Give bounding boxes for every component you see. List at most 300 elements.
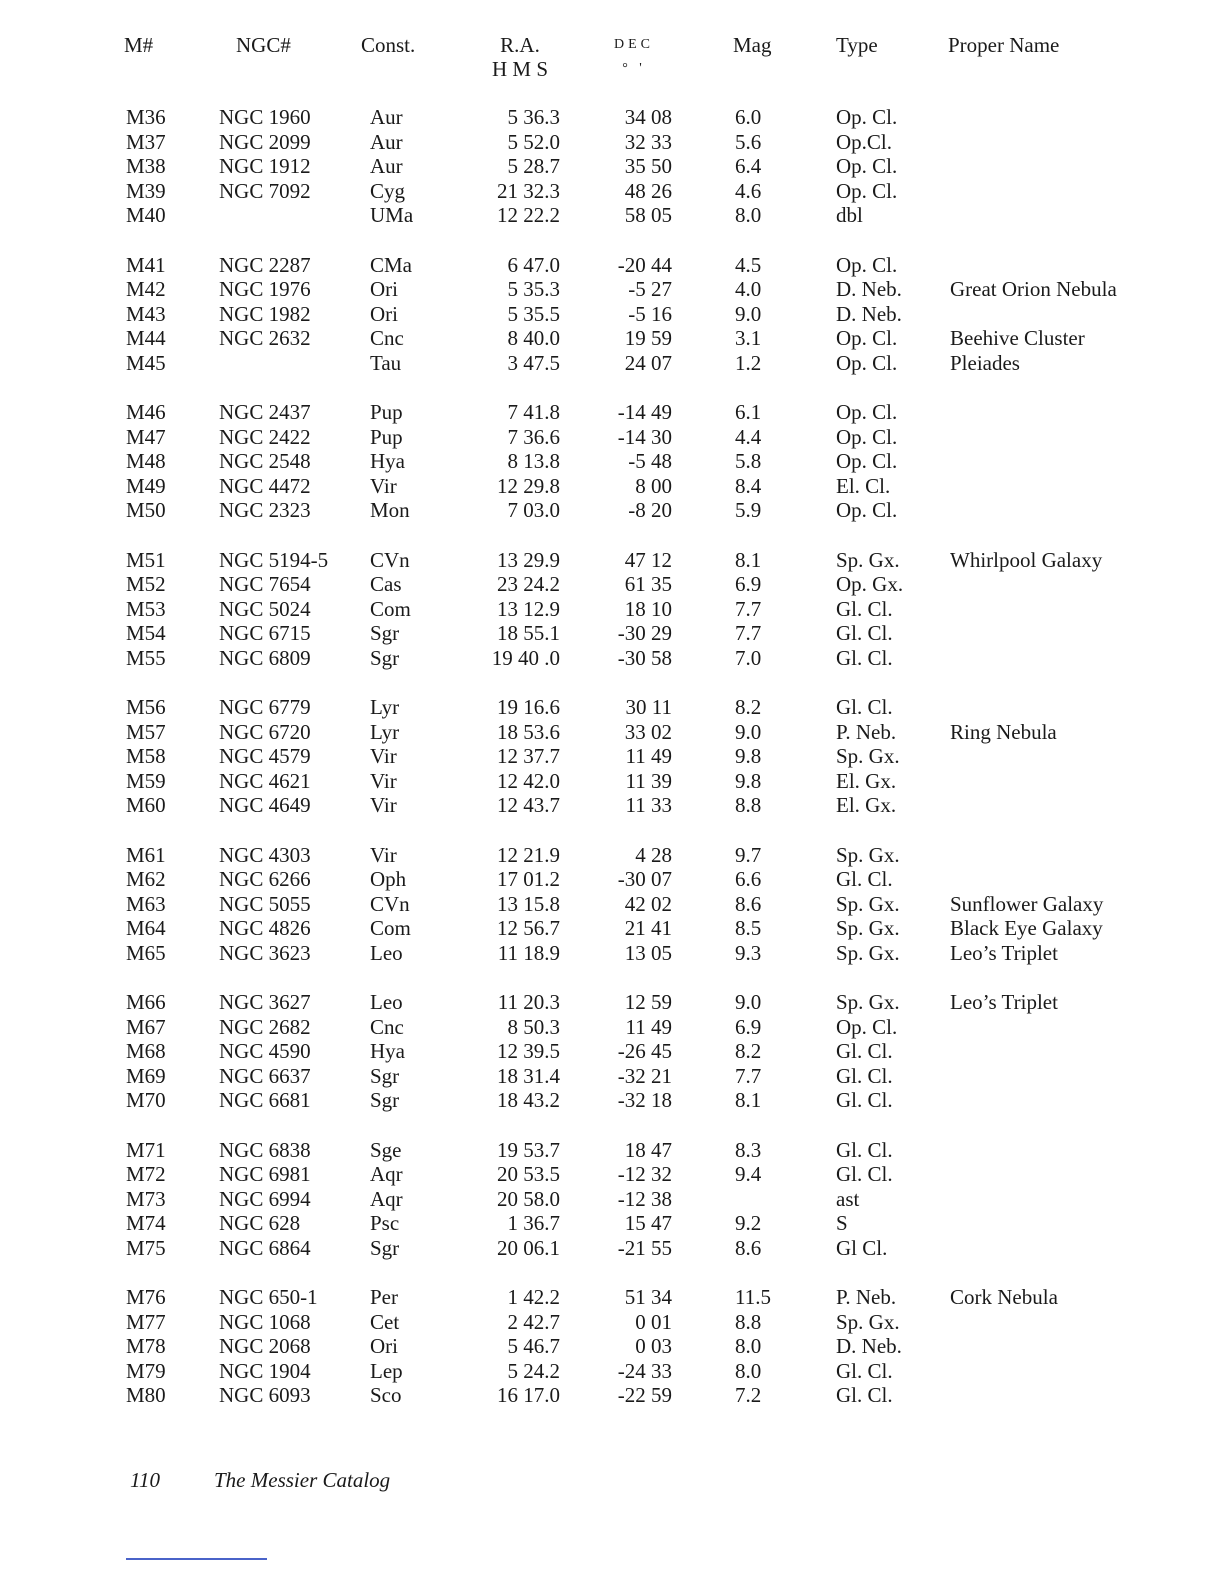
constellation-cell: Cnc xyxy=(370,326,404,351)
header-ra-label: R.A. xyxy=(500,33,540,57)
ngc-number-cell: NGC 4303 xyxy=(219,842,311,867)
constellation-cell: Sco xyxy=(370,1383,402,1408)
right-ascension-cell: 3 47.5 xyxy=(507,350,560,375)
magnitude-cell: 4.6 xyxy=(735,178,762,203)
type-cell: Gl. Cl. xyxy=(836,1063,893,1088)
table-row xyxy=(0,498,1224,523)
ngc-number-cell: NGC 6779 xyxy=(219,695,311,719)
ngc-number-cell: NGC 6093 xyxy=(219,1383,311,1408)
magnitude-cell: 8.0 xyxy=(735,1334,762,1359)
constellation-cell: Vir xyxy=(370,744,397,769)
table-row xyxy=(0,1383,1224,1408)
magnitude-cell: 5.9 xyxy=(735,498,762,523)
ngc-number-cell: NGC 2323 xyxy=(219,498,311,523)
type-cell: Op. Cl. xyxy=(836,424,898,449)
table-row xyxy=(0,326,1224,351)
messier-number-cell: M74 xyxy=(126,1211,166,1236)
type-cell: Op. Cl. xyxy=(836,154,898,179)
declination-cell: 51 34 xyxy=(624,1285,672,1309)
messier-number-cell: M39 xyxy=(126,178,166,203)
table-row xyxy=(0,130,1224,155)
right-ascension-cell: 7 36.6 xyxy=(507,424,560,449)
row-group xyxy=(0,990,1224,1113)
messier-number-cell: M53 xyxy=(126,596,166,621)
messier-number-cell: M37 xyxy=(126,129,166,154)
table-row xyxy=(0,1039,1224,1064)
table-row xyxy=(0,1359,1224,1384)
proper-name-cell: Cork Nebula xyxy=(950,1285,1058,1309)
declination-cell: -5 27 xyxy=(628,277,672,302)
type-cell: Op. Cl. xyxy=(836,1014,898,1039)
table-row xyxy=(0,892,1224,917)
magnitude-cell: 7.7 xyxy=(735,596,762,621)
magnitude-cell: 6.6 xyxy=(735,867,762,892)
declination-cell: 11 49 xyxy=(625,1014,672,1039)
right-ascension-cell: 5 35.3 xyxy=(507,277,560,302)
header-right-ascension xyxy=(490,33,550,81)
messier-number-cell: M73 xyxy=(126,1186,166,1211)
declination-cell: 0 01 xyxy=(635,1309,672,1334)
constellation-cell: Aur xyxy=(370,129,403,154)
declination-cell: -32 18 xyxy=(617,1088,672,1113)
header-type: Type xyxy=(836,33,878,57)
ngc-number-cell: NGC 2287 xyxy=(219,252,311,277)
declination-cell: 19 59 xyxy=(624,326,672,351)
constellation-cell: Aur xyxy=(370,105,403,129)
right-ascension-cell: 19 16.6 xyxy=(497,695,560,719)
constellation-cell: Pup xyxy=(370,424,403,449)
messier-number-cell: M45 xyxy=(126,350,166,375)
constellation-cell: Vir xyxy=(370,842,397,867)
messier-number-cell: M78 xyxy=(126,1334,166,1359)
right-ascension-cell: 7 41.8 xyxy=(507,400,560,424)
messier-number-cell: M59 xyxy=(126,768,166,793)
messier-number-cell: M38 xyxy=(126,154,166,179)
declination-cell: -32 21 xyxy=(617,1063,672,1088)
constellation-cell: Vir xyxy=(370,473,397,498)
table-row xyxy=(0,990,1224,1015)
right-ascension-cell: 19 53.7 xyxy=(497,1137,560,1162)
type-cell: Op. Cl. xyxy=(836,400,898,424)
ngc-number-cell: NGC 1982 xyxy=(219,301,311,326)
constellation-cell: Hya xyxy=(370,449,405,474)
ngc-number-cell: NGC 1904 xyxy=(219,1358,311,1383)
magnitude-cell: 8.0 xyxy=(735,203,762,228)
messier-number-cell: M54 xyxy=(126,621,166,646)
type-cell: Gl. Cl. xyxy=(836,1088,893,1113)
messier-number-cell: M42 xyxy=(126,277,166,302)
ngc-number-cell: NGC 4621 xyxy=(219,768,311,793)
type-cell: Sp. Gx. xyxy=(836,990,900,1014)
type-cell: P. Neb. xyxy=(836,1285,897,1309)
declination-cell: 18 10 xyxy=(624,596,672,621)
right-ascension-cell: 12 22.2 xyxy=(497,203,560,228)
declination-cell: 12 59 xyxy=(624,990,672,1014)
right-ascension-cell: 8 40.0 xyxy=(507,326,560,351)
magnitude-cell: 8.4 xyxy=(735,473,762,498)
declination-cell: 47 12 xyxy=(624,547,672,572)
right-ascension-cell: 12 56.7 xyxy=(497,916,560,941)
constellation-cell: Lyr xyxy=(370,695,400,719)
constellation-cell: Tau xyxy=(370,350,402,375)
magnitude-cell: 8.8 xyxy=(735,1309,762,1334)
footnote-rule xyxy=(126,1558,267,1560)
right-ascension-cell: 12 29.8 xyxy=(497,473,560,498)
type-cell: Gl. Cl. xyxy=(836,867,893,892)
magnitude-cell: 4.5 xyxy=(735,252,762,277)
messier-number-cell: M69 xyxy=(126,1063,166,1088)
proper-name-cell: Whirlpool Galaxy xyxy=(950,547,1103,572)
magnitude-cell: 8.3 xyxy=(735,1137,762,1162)
messier-number-cell: M50 xyxy=(126,498,166,523)
ngc-number-cell: NGC 2548 xyxy=(219,449,311,474)
table-row xyxy=(0,1064,1224,1089)
right-ascension-cell: 2 42.7 xyxy=(507,1309,560,1334)
constellation-cell: Psc xyxy=(370,1211,400,1236)
header-ngc-number: NGC# xyxy=(236,33,291,57)
table-row xyxy=(0,1015,1224,1040)
proper-name-cell: Great Orion Nebula xyxy=(950,277,1117,302)
magnitude-cell: 1.2 xyxy=(735,350,762,375)
table-row xyxy=(0,425,1224,450)
messier-number-cell: M72 xyxy=(126,1162,166,1187)
declination-cell: 34 08 xyxy=(624,105,672,129)
right-ascension-cell: 20 06.1 xyxy=(497,1235,560,1260)
magnitude-cell: 8.2 xyxy=(735,1039,762,1064)
magnitude-cell: 9.7 xyxy=(735,842,762,867)
ngc-number-cell: NGC 2682 xyxy=(219,1014,311,1039)
right-ascension-cell: 8 50.3 xyxy=(507,1014,560,1039)
magnitude-cell: 9.0 xyxy=(735,301,762,326)
constellation-cell: Lyr xyxy=(370,719,400,744)
right-ascension-cell: 5 46.7 xyxy=(507,1334,560,1359)
row-group xyxy=(0,105,1224,228)
messier-number-cell: M80 xyxy=(126,1383,166,1408)
right-ascension-cell: 12 43.7 xyxy=(497,793,560,818)
ngc-number-cell: NGC 4590 xyxy=(219,1039,311,1064)
declination-cell: 24 07 xyxy=(624,350,672,375)
constellation-cell: Lep xyxy=(370,1358,403,1383)
constellation-cell: Mon xyxy=(370,498,410,523)
type-cell: D. Neb. xyxy=(836,1334,902,1359)
constellation-cell: Ori xyxy=(370,1334,398,1359)
table-row xyxy=(0,572,1224,597)
right-ascension-cell: 5 24.2 xyxy=(507,1358,560,1383)
ngc-number-cell: NGC 628 xyxy=(219,1211,301,1236)
ngc-number-cell: NGC 2099 xyxy=(219,129,311,154)
constellation-cell: Sgr xyxy=(370,1235,400,1260)
type-cell: Gl Cl. xyxy=(836,1235,888,1260)
constellation-cell: Cet xyxy=(370,1309,400,1334)
magnitude-cell: 9.0 xyxy=(735,719,762,744)
constellation-cell: Com xyxy=(370,916,411,941)
type-cell: Op. Cl. xyxy=(836,498,898,523)
constellation-cell: Cas xyxy=(370,572,402,597)
type-cell: El. Cl. xyxy=(836,473,891,498)
magnitude-cell: 11.5 xyxy=(735,1285,771,1309)
magnitude-cell: 9.8 xyxy=(735,768,762,793)
proper-name-cell: Ring Nebula xyxy=(950,719,1057,744)
ngc-number-cell: NGC 1960 xyxy=(219,105,311,129)
constellation-cell: Sgr xyxy=(370,645,400,670)
magnitude-cell: 6.1 xyxy=(735,400,762,424)
type-cell: Gl. Cl. xyxy=(836,1162,893,1187)
row-group xyxy=(0,843,1224,966)
messier-number-cell: M57 xyxy=(126,719,166,744)
messier-number-cell: M43 xyxy=(126,301,166,326)
messier-number-cell: M52 xyxy=(126,572,166,597)
table-row xyxy=(0,1088,1224,1113)
declination-cell: -20 44 xyxy=(617,252,672,277)
constellation-cell: Hya xyxy=(370,1039,405,1064)
declination-cell: 11 33 xyxy=(625,793,672,818)
ngc-number-cell: NGC 650-1 xyxy=(219,1285,318,1309)
magnitude-cell: 8.0 xyxy=(735,1358,762,1383)
messier-number-cell: M60 xyxy=(126,793,166,818)
declination-cell: 30 11 xyxy=(625,695,672,719)
constellation-cell: Leo xyxy=(370,990,403,1014)
ngc-number-cell: NGC 6981 xyxy=(219,1162,311,1187)
table-row xyxy=(0,1138,1224,1163)
constellation-cell: Sgr xyxy=(370,621,400,646)
messier-number-cell: M51 xyxy=(126,547,166,572)
table-row xyxy=(0,941,1224,966)
ngc-number-cell: NGC 6838 xyxy=(219,1137,311,1162)
table-row xyxy=(0,621,1224,646)
table-row xyxy=(0,720,1224,745)
constellation-cell: CVn xyxy=(370,891,410,916)
magnitude-cell: 9.2 xyxy=(735,1211,762,1236)
magnitude-cell: 9.8 xyxy=(735,744,762,769)
right-ascension-cell: 8 13.8 xyxy=(507,449,560,474)
magnitude-cell: 6.0 xyxy=(735,105,762,129)
messier-number-cell: M49 xyxy=(126,473,166,498)
right-ascension-cell: 5 28.7 xyxy=(507,154,560,179)
proper-name-cell: Leo’s Triplet xyxy=(950,940,1058,965)
messier-number-cell: M67 xyxy=(126,1014,166,1039)
constellation-cell: Ori xyxy=(370,277,398,302)
declination-cell: 11 39 xyxy=(625,768,672,793)
table-row xyxy=(0,548,1224,573)
table-row xyxy=(0,351,1224,376)
magnitude-cell: 9.3 xyxy=(735,940,762,965)
table-row xyxy=(0,400,1224,425)
right-ascension-cell: 7 03.0 xyxy=(507,498,560,523)
messier-number-cell: M70 xyxy=(126,1088,166,1113)
magnitude-cell: 6.9 xyxy=(735,572,762,597)
magnitude-cell: 8.1 xyxy=(735,1088,762,1113)
table-row xyxy=(0,793,1224,818)
ngc-number-cell: NGC 6864 xyxy=(219,1235,311,1260)
messier-number-cell: M64 xyxy=(126,916,166,941)
type-cell: Gl. Cl. xyxy=(836,1039,893,1064)
right-ascension-cell: 6 47.0 xyxy=(507,252,560,277)
messier-number-cell: M66 xyxy=(126,990,166,1014)
declination-cell: -12 38 xyxy=(617,1186,672,1211)
table-row xyxy=(0,154,1224,179)
type-cell: Sp. Gx. xyxy=(836,744,900,769)
magnitude-cell: 6.4 xyxy=(735,154,762,179)
messier-number-cell: M79 xyxy=(126,1358,166,1383)
messier-number-cell: M62 xyxy=(126,867,166,892)
declination-cell: -14 30 xyxy=(617,424,672,449)
table-row xyxy=(0,1162,1224,1187)
declination-cell: -5 48 xyxy=(628,449,672,474)
type-cell: ast xyxy=(836,1186,860,1211)
constellation-cell: Aur xyxy=(370,154,403,179)
type-cell: Sp. Gx. xyxy=(836,916,900,941)
table-row xyxy=(0,1310,1224,1335)
proper-name-cell: Beehive Cluster xyxy=(950,326,1085,351)
table-row xyxy=(0,449,1224,474)
magnitude-cell: 6.9 xyxy=(735,1014,762,1039)
ngc-number-cell: NGC 4649 xyxy=(219,793,311,818)
right-ascension-cell: 13 29.9 xyxy=(497,547,560,572)
right-ascension-cell: 20 58.0 xyxy=(497,1186,560,1211)
declination-cell: 21 41 xyxy=(624,916,672,941)
ngc-number-cell: NGC 1912 xyxy=(219,154,311,179)
right-ascension-cell: 17 01.2 xyxy=(497,867,560,892)
type-cell: Sp. Gx. xyxy=(836,547,900,572)
declination-cell: 8 00 xyxy=(635,473,672,498)
table-row xyxy=(0,597,1224,622)
type-cell: El. Gx. xyxy=(836,793,897,818)
magnitude-cell: 9.4 xyxy=(735,1162,762,1187)
right-ascension-cell: 21 32.3 xyxy=(497,178,560,203)
right-ascension-cell: 13 15.8 xyxy=(497,891,560,916)
declination-cell: 0 03 xyxy=(635,1334,672,1359)
declination-cell: 18 47 xyxy=(624,1137,672,1162)
magnitude-cell: 8.6 xyxy=(735,891,762,916)
type-cell: Gl. Cl. xyxy=(836,1137,893,1162)
type-cell: Op. Cl. xyxy=(836,178,898,203)
declination-cell: -21 55 xyxy=(617,1235,672,1260)
type-cell: dbl xyxy=(836,203,863,228)
right-ascension-cell: 18 53.6 xyxy=(497,719,560,744)
page-footer xyxy=(0,1468,1224,1498)
right-ascension-cell: 18 43.2 xyxy=(497,1088,560,1113)
messier-number-cell: M55 xyxy=(126,645,166,670)
type-cell: Sp. Gx. xyxy=(836,842,900,867)
messier-number-cell: M76 xyxy=(126,1285,166,1309)
messier-number-cell: M75 xyxy=(126,1235,166,1260)
row-group xyxy=(0,1285,1224,1408)
header-constellation: Const. xyxy=(361,33,416,57)
messier-number-cell: M58 xyxy=(126,744,166,769)
header-messier-number: M# xyxy=(124,33,154,57)
magnitude-cell: 7.7 xyxy=(735,621,762,646)
constellation-cell: CMa xyxy=(370,252,412,277)
declination-cell: -14 49 xyxy=(617,400,672,424)
ngc-number-cell: NGC 6720 xyxy=(219,719,311,744)
declination-cell: 15 47 xyxy=(624,1211,672,1236)
magnitude-cell: 7.0 xyxy=(735,645,762,670)
right-ascension-cell: 16 17.0 xyxy=(497,1383,560,1408)
proper-name-cell: Black Eye Galaxy xyxy=(950,916,1103,941)
type-cell: Gl. Cl. xyxy=(836,1358,893,1383)
messier-number-cell: M61 xyxy=(126,842,166,867)
magnitude-cell: 8.5 xyxy=(735,916,762,941)
right-ascension-cell: 18 31.4 xyxy=(497,1063,560,1088)
magnitude-cell: 4.4 xyxy=(735,424,762,449)
right-ascension-cell: 5 52.0 xyxy=(507,129,560,154)
header-magnitude: Mag xyxy=(733,33,772,57)
ngc-number-cell: NGC 6266 xyxy=(219,867,311,892)
running-title: The Messier Catalog xyxy=(214,1468,391,1492)
constellation-cell: Ori xyxy=(370,301,398,326)
constellation-cell: CVn xyxy=(370,547,410,572)
ngc-number-cell: NGC 3623 xyxy=(219,940,311,965)
declination-cell: 42 02 xyxy=(624,891,672,916)
messier-number-cell: M41 xyxy=(126,252,166,277)
right-ascension-cell: 12 39.5 xyxy=(497,1039,560,1064)
table-row xyxy=(0,105,1224,130)
type-cell: Sp. Gx. xyxy=(836,1309,900,1334)
proper-name-cell: Pleiades xyxy=(950,350,1020,375)
ngc-number-cell: NGC 1068 xyxy=(219,1309,311,1334)
right-ascension-cell: 18 55.1 xyxy=(497,621,560,646)
table-row xyxy=(0,1334,1224,1359)
constellation-cell: Oph xyxy=(370,867,407,892)
right-ascension-cell: 20 53.5 xyxy=(497,1162,560,1187)
ngc-number-cell: NGC 6681 xyxy=(219,1088,311,1113)
declination-cell: -24 33 xyxy=(617,1358,672,1383)
row-group xyxy=(0,695,1224,818)
messier-number-cell: M36 xyxy=(126,105,166,129)
table-row xyxy=(0,744,1224,769)
header-proper-name: Proper Name xyxy=(948,33,1060,57)
ngc-number-cell: NGC 4826 xyxy=(219,916,311,941)
constellation-cell: Sge xyxy=(370,1137,402,1162)
constellation-cell: UMa xyxy=(370,203,414,228)
ngc-number-cell: NGC 2632 xyxy=(219,326,311,351)
declination-cell: 13 05 xyxy=(624,940,672,965)
declination-cell: 61 35 xyxy=(624,572,672,597)
magnitude-cell: 7.2 xyxy=(735,1383,762,1408)
declination-cell: 58 05 xyxy=(624,203,672,228)
messier-number-cell: M47 xyxy=(126,424,166,449)
constellation-cell: Sgr xyxy=(370,1088,400,1113)
type-cell: Op. Cl. xyxy=(836,350,898,375)
messier-number-cell: M46 xyxy=(126,400,166,424)
type-cell: El. Gx. xyxy=(836,768,897,793)
messier-number-cell: M44 xyxy=(126,326,166,351)
table-row xyxy=(0,1187,1224,1212)
magnitude-cell: 5.6 xyxy=(735,129,762,154)
type-cell: Gl. Cl. xyxy=(836,695,893,719)
magnitude-cell: 7.7 xyxy=(735,1063,762,1088)
type-cell: Op. Cl. xyxy=(836,105,898,129)
table-row xyxy=(0,253,1224,278)
ngc-number-cell: NGC 3627 xyxy=(219,990,311,1014)
constellation-cell: Cnc xyxy=(370,1014,404,1039)
type-cell: Gl. Cl. xyxy=(836,596,893,621)
constellation-cell: Aqr xyxy=(370,1162,403,1187)
table-row xyxy=(0,1285,1224,1310)
ngc-number-cell: NGC 7092 xyxy=(219,178,311,203)
ngc-number-cell: NGC 6715 xyxy=(219,621,311,646)
magnitude-cell: 5.8 xyxy=(735,449,762,474)
table-row xyxy=(0,1211,1224,1236)
ngc-number-cell: NGC 4472 xyxy=(219,473,311,498)
declination-cell: -30 58 xyxy=(617,645,672,670)
ngc-number-cell: NGC 7654 xyxy=(219,572,311,597)
declination-cell: -8 20 xyxy=(628,498,672,523)
ngc-number-cell: NGC 5194-5 xyxy=(219,547,329,572)
magnitude-cell: 8.6 xyxy=(735,1235,762,1260)
table-row xyxy=(0,646,1224,671)
declination-cell: 11 49 xyxy=(625,744,672,769)
